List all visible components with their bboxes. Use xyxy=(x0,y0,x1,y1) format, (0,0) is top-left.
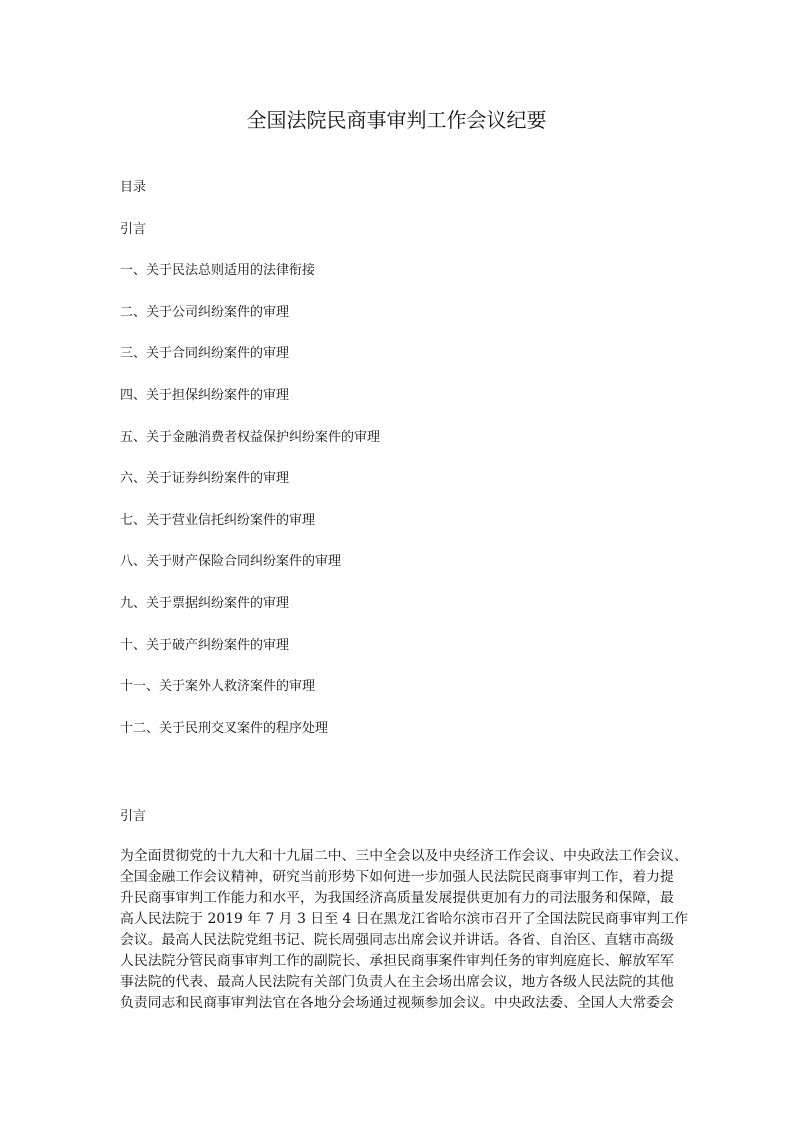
paragraph-line: 人民法院分管民商事审判工作的副院长、承担民商事案件审判任务的审判庭庭长、解放军军 xyxy=(120,953,674,969)
toc-item: 七、关于营业信托纠纷案件的审理 xyxy=(120,512,316,528)
toc-item: 十二、关于民刑交叉案件的程序处理 xyxy=(120,720,329,736)
toc-item: 四、关于担保纠纷案件的审理 xyxy=(120,387,290,403)
paragraph-line: 高人民法院于 2019 年 7 月 3 日至 4 日在黑龙江省哈尔滨市召开了全国法院民商事审判工作 xyxy=(120,911,689,927)
toc-item: 九、关于票据纠纷案件的审理 xyxy=(120,595,290,611)
paragraph-line: 升民商事审判工作能力和水平，为我国经济高质量发展提供更加有力的司法服务和保障，最 xyxy=(120,890,674,906)
toc-item: 五、关于金融消费者权益保护纠纷案件的审理 xyxy=(120,429,381,445)
toc-item: 六、关于证券纠纷案件的审理 xyxy=(120,471,290,487)
document-title: 全国法院民商事审判工作会议纪要 xyxy=(246,108,547,132)
toc-item: 一、关于民法总则适用的法律衔接 xyxy=(120,263,316,279)
toc-heading: 目录 xyxy=(120,180,147,195)
toc-item: 十一、关于案外人救济案件的审理 xyxy=(120,679,316,695)
toc-item: 十、关于破产纠纷案件的审理 xyxy=(120,637,290,653)
paragraph-line: 负责同志和民商事审判法官在各地分会场通过视频参加会议。中央政法委、全国人大常委会 xyxy=(120,995,674,1011)
paragraph-line: 事法院的代表、最高人民法院有关部门负责人在主会场出席会议，地方各级人民法院的其他 xyxy=(120,974,674,990)
intro-paragraph xyxy=(120,846,689,1014)
toc-item: 三、关于合同纠纷案件的审理 xyxy=(120,346,290,362)
paragraph-line: 会议。最高人民法院党组书记、院长周强同志出席会议并讲话。各省、自治区、直辖市高级 xyxy=(120,932,674,948)
toc-item: 八、关于财产保险合同纠纷案件的审理 xyxy=(120,554,342,570)
paragraph-line: 为全面贯彻党的十九大和十九届二中、三中全会以及中央经济工作会议、中央政法工作会议、 xyxy=(120,848,688,864)
section-heading: 引言 xyxy=(120,809,147,824)
paragraph-line: 全国金融工作会议精神，研究当前形势下如何进一步加强人民法院民商事审判工作，着力提 xyxy=(120,869,674,885)
toc-item: 引言 xyxy=(120,221,147,237)
table-of-contents xyxy=(120,178,380,760)
toc-item: 二、关于公司纠纷案件的审理 xyxy=(120,304,290,320)
